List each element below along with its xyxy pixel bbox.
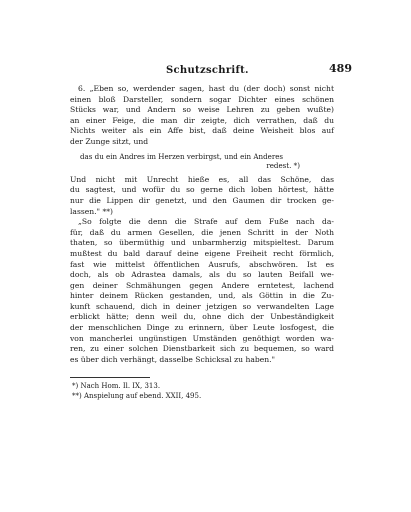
verse-line: redest. *) [266, 161, 300, 171]
text-line: lassen." **) [70, 206, 114, 216]
running-title: Schutzschrift. [166, 65, 249, 76]
text-line: 6. „Eben so, werdender sagen, hast du (der doch) sonst nicht [78, 84, 334, 93]
text-line: „So folgte die denn die Strafe auf dem Fuße nach da- [78, 217, 334, 227]
text-line: kunft schauend, dich in deiner jetzigen so verwandelten Lage [70, 301, 334, 311]
text-line: mußtest du bald darauf deine eigene Freiheit recht förmlich, [70, 248, 334, 258]
paragraph-2 [70, 175, 334, 217]
text-line: der Zunge sitzt, und [70, 136, 149, 146]
paragraph-3 [70, 217, 334, 365]
text-line: Stücks war, und Andern so weise Lehren zu geben wußte) [70, 105, 334, 115]
running-header [70, 62, 352, 84]
text-line: du sagtest, und wofür du so gerne dich loben hörtest, hätte [70, 185, 334, 195]
footnote-divider [70, 377, 150, 378]
text-line: der menschlichen Dinge zu erinnern, über Leute losfogest, die [70, 323, 334, 333]
text-line: einen bloß Darsteller, sondern sogar Dichter eines schönen [70, 94, 334, 104]
text-line: an einer Feige, die man dir zeigte, dich verrathen, daß du [70, 115, 334, 125]
text-line: ren, zu einer solchen Dienstbarkeit sich zu bequemen, so ward [70, 344, 334, 354]
text-line: erblickt hätte; denn weil du, ohne dich der Unbeständigkeit [70, 312, 334, 322]
text-line: für, daß du armen Gesellen, die jenen Schritt in der Noth [70, 227, 334, 237]
text-line: gen deiner Schmähungen gegen Andere erntetest, lachend [70, 280, 334, 290]
text-line: es über dich verhängt, dasselbe Schicksal zu haben." [70, 354, 276, 364]
footnote: *) Nach Hom. Il. IX, 313. [72, 382, 161, 391]
page [70, 62, 352, 401]
text-line: fast wie mittelst öffentlichen Ausrufs, abschwören. Ist es [70, 259, 334, 269]
text-line: Nichts weiter als ein Affe bist, daß deine Weisheit blos auf [70, 126, 334, 136]
text-line: hinter deinem Rücken gestanden, und, als Göttin in die Zu- [70, 291, 334, 301]
text-line: Und nicht mit Unrecht hieße es, all das Schöne, das [70, 174, 334, 184]
paragraph-1 [70, 84, 334, 148]
text-line: doch, als ob Adrastea damals, als du so lauten Beifall we- [70, 270, 334, 280]
text-line: thaten, so übermüthig und unbarmherzig mitspieltest. Darum [70, 238, 334, 248]
verse-quotation [80, 152, 334, 171]
verse-line: das du ein Andres im Herzen verbirgst, und ein Anderes [80, 151, 284, 161]
text-line: von mancherlei ungünstigen Umständen genöthigt worden wa- [70, 333, 334, 343]
footnotes [70, 382, 334, 401]
text-line: nur die Lippen dir genetzt, und den Gaumen dir trocken ge- [70, 195, 334, 205]
footnote: **) Anspielung auf ebend. XXII, 495. [72, 391, 202, 400]
page-number: 489 [329, 62, 352, 75]
